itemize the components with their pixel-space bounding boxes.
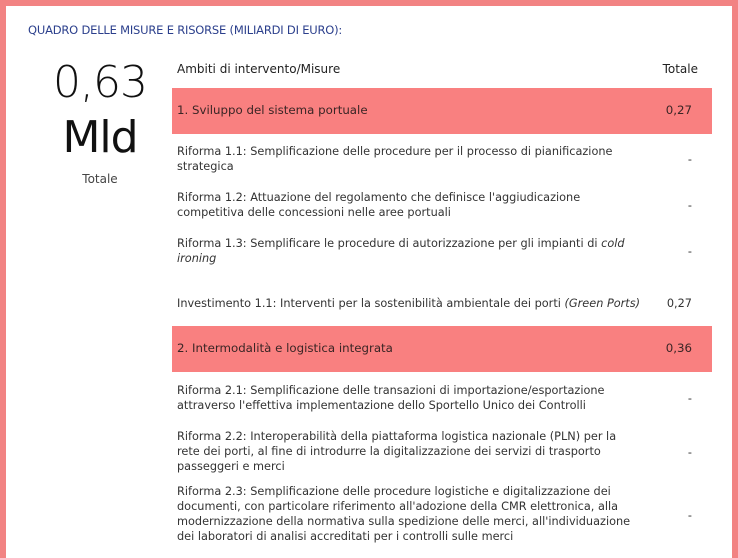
section-row: [172, 326, 712, 372]
section-title: 2. Intermodalità e logistica integrata: [177, 341, 393, 355]
measure-text: Riforma 2.2: Interoperabilità della piattaforma logistica nazionale (PLN) per la rete dei porti, al fine di introdurre la digitalizzazione dei servizi di trasporto passeggeri e merci: [177, 430, 617, 473]
measure-value: -: [687, 153, 692, 166]
table-row: [172, 428, 712, 484]
total-label: Totale: [82, 172, 118, 186]
measure-text: Riforma 1.2: Attuazione del regolamento che definisce l'aggiudicazione competitiva delle concessioni nelle aree portuali: [177, 191, 581, 219]
measure-value: 0,27: [666, 297, 692, 310]
section-title: 1. Sviluppo del sistema portuale: [177, 103, 368, 117]
page-title: QUADRO DELLE MISURE E RISORSE (MILIARDI DI EURO):: [28, 23, 343, 37]
total-summary: [40, 58, 160, 186]
measure-value: -: [687, 199, 692, 212]
measure-text: Riforma 1.1: Semplificazione delle procedure per il processo di pianificazione strategica: [177, 145, 613, 173]
section-total: 0,27: [665, 103, 692, 117]
measure-value: -: [687, 245, 692, 258]
section-row: [172, 88, 712, 134]
measures-table: [172, 58, 712, 548]
total-value: 0,63: [53, 57, 147, 108]
column-header-measures: Ambiti di intervento/Misure: [177, 62, 341, 76]
measure-text: Riforma 2.1: Semplificazione delle transazioni di importazione/esportazione attraverso l'effettiva implementazione dello Sportello Unico dei Controlli: [177, 384, 605, 412]
column-header-total: Totale: [662, 62, 698, 76]
table-row: [172, 134, 712, 180]
total-unit: Mld: [62, 112, 138, 163]
table-header: [172, 58, 712, 88]
table-row: [172, 372, 712, 428]
table-row: [172, 278, 712, 326]
measure-value: -: [687, 446, 692, 459]
measure-text: Riforma 1.3: Semplificare le procedure di autorizzazione per gli impianti di cold ironing: [177, 237, 625, 265]
measure-text: Investimento 1.1: Interventi per la sostenibilità ambientale dei porti (Green Ports): [177, 297, 641, 310]
table-row: [172, 180, 712, 226]
measure-value: -: [687, 509, 692, 522]
measure-text: Riforma 2.3: Semplificazione delle procedure logistiche e digitalizzazione dei documenti, con particolare riferimento all'adozione della CMR elettronica, alla modernizzazione della normativa sulla spedizione delle merci, all'individuazione dei laboratori di analisi accreditati per i controlli sulle merci: [177, 485, 631, 543]
section-total: 0,36: [665, 341, 692, 355]
table-row: [172, 484, 712, 548]
table-row: [172, 226, 712, 278]
measure-value: -: [687, 392, 692, 405]
